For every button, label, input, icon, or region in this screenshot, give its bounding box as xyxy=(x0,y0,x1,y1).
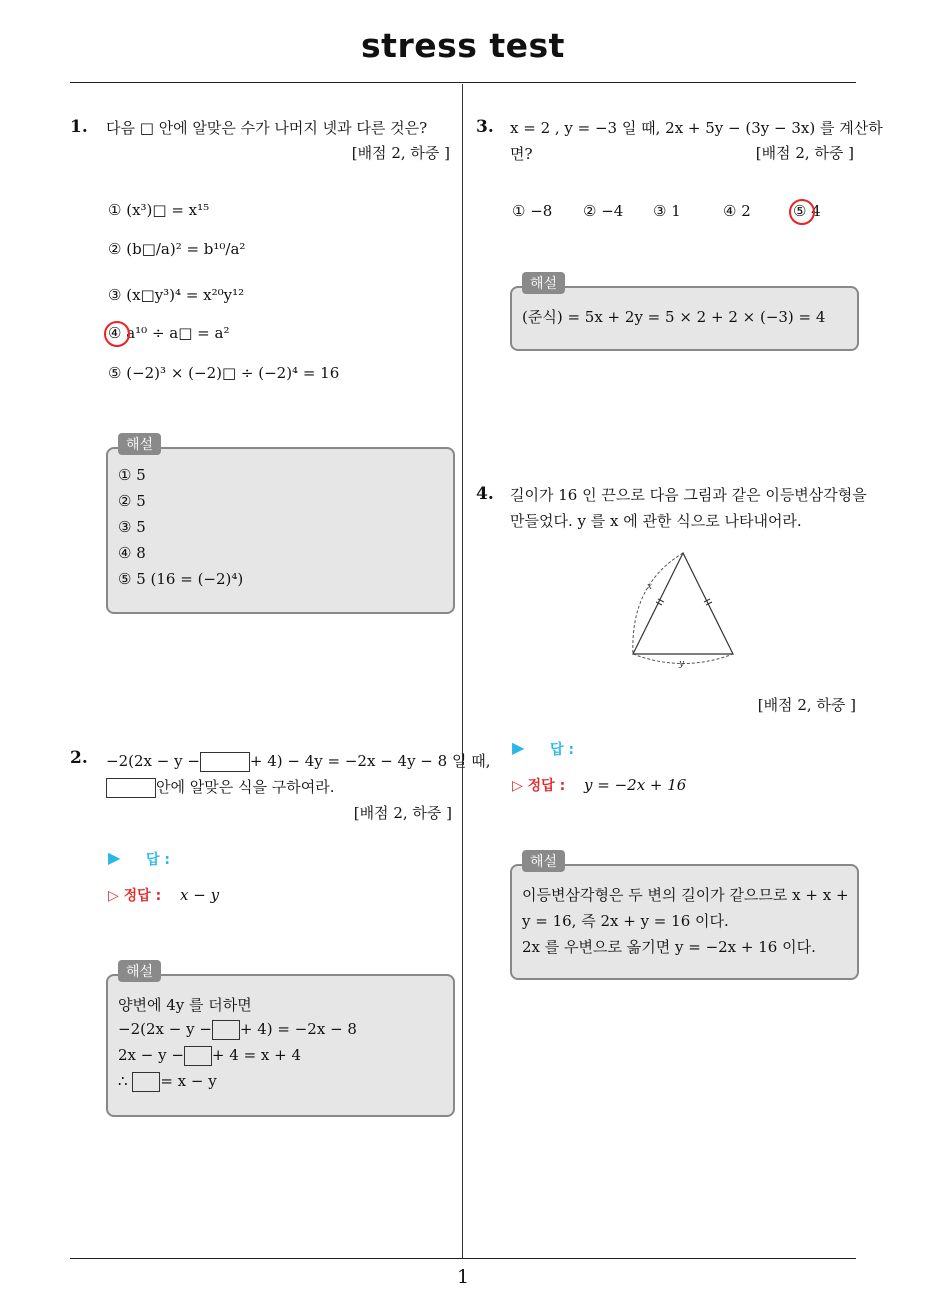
explanation-line: ④ 8 xyxy=(118,544,146,562)
question-number: 4. xyxy=(476,484,494,504)
option-4[interactable]: ④ a¹⁰ ÷ a□ = a² xyxy=(108,324,230,342)
option-2[interactable]: ② −4 xyxy=(583,202,624,220)
explanation-line: ① 5 xyxy=(118,466,146,484)
explanation-line: 2x − y − + 4 = x + 4 xyxy=(118,1046,302,1064)
correct-answer-value: x − y xyxy=(180,886,220,904)
question-text: −2(2x − y − + 4) − 4y = −2x − 4y − 8 일 때, xyxy=(106,752,491,770)
question-number: 3. xyxy=(476,117,494,137)
triangle-shape xyxy=(633,553,733,654)
selected-answer-mark xyxy=(104,321,130,347)
explanation-tag: 해설 xyxy=(522,272,565,294)
points-label: [배점 2, 하중 ] xyxy=(351,144,450,162)
figure-label-y: y xyxy=(679,659,685,669)
answer-label: 답 : xyxy=(146,852,170,868)
option-2[interactable]: ② (b□/a)² = b¹⁰/a² xyxy=(108,240,246,258)
option-1[interactable]: ① −8 xyxy=(512,202,553,220)
answer-blank xyxy=(184,1046,212,1066)
correct-answer-label: ▷ 정답 : xyxy=(512,778,566,794)
question-text: 길이가 16 인 끈으로 다음 그림과 같은 이등변삼각형을 xyxy=(510,486,867,504)
isosceles-triangle-figure xyxy=(620,545,750,670)
answer-label: 답 : xyxy=(550,742,574,758)
points-label: [배점 2, 하중 ] xyxy=(755,144,854,162)
answer-arrow-icon: ▶ xyxy=(512,738,525,757)
option-5[interactable]: ⑤ 4 xyxy=(793,202,821,220)
page-title: stress test xyxy=(361,26,565,65)
answer-blank xyxy=(200,752,250,772)
question-text: 면? xyxy=(510,145,533,163)
explanation-line: ③ 5 xyxy=(118,518,146,536)
option-4[interactable]: ④ 2 xyxy=(723,202,751,220)
correct-answer-label: ▷ 정답 : xyxy=(108,888,162,904)
bottom-rule xyxy=(70,1258,856,1259)
explanation-line: ∴ = x − y xyxy=(118,1072,217,1090)
answer-blank xyxy=(212,1020,240,1040)
answer-arrow-icon: ▶ xyxy=(108,848,121,867)
selected-answer-mark xyxy=(789,199,815,225)
points-label: [배점 2, 하중 ] xyxy=(353,804,452,822)
explanation-tag: 해설 xyxy=(118,960,161,982)
answer-blank xyxy=(106,778,156,798)
explanation-line: ② 5 xyxy=(118,492,146,510)
question-number: 1. xyxy=(70,117,88,137)
question-text: x = 2 , y = −3 일 때, 2x + 5y − (3y − 3x) 를 계산하 xyxy=(510,119,883,137)
question-number: 2. xyxy=(70,748,88,768)
option-1[interactable]: ① (x³)□ = x¹⁵ xyxy=(108,201,210,219)
correct-answer-value: y = −2x + 16 xyxy=(584,776,687,794)
explanation-line: −2(2x − y − + 4) = −2x − 8 xyxy=(118,1020,357,1038)
explanation-line: (준식) = 5x + 2y = 5 × 2 + 2 × (−3) = 4 xyxy=(522,308,826,326)
points-label: [배점 2, 하중 ] xyxy=(757,696,856,714)
column-divider xyxy=(462,84,463,1259)
explanation-tag: 해설 xyxy=(118,433,161,455)
option-3[interactable]: ③ (x□y³)⁴ = x²⁰y¹² xyxy=(108,286,245,304)
explanation-tag: 해설 xyxy=(522,850,565,872)
explanation-line: ⑤ 5 (16 = (−2)⁴) xyxy=(118,570,244,588)
option-5[interactable]: ⑤ (−2)³ × (−2)□ ÷ (−2)⁴ = 16 xyxy=(108,364,340,382)
explanation-line: y = 16, 즉 2x + y = 16 이다. xyxy=(522,912,729,930)
question-text: 다음 □ 안에 알맞은 수가 나머지 넷과 다른 것은? xyxy=(106,119,428,137)
figure-label-x: x xyxy=(647,582,653,592)
top-rule xyxy=(70,82,856,83)
question-text: 만들었다. y 를 x 에 관한 식으로 나타내어라. xyxy=(510,512,802,530)
explanation-line: 2x 를 우변으로 옮기면 y = −2x + 16 이다. xyxy=(522,938,816,956)
answer-blank xyxy=(132,1072,160,1092)
page-number: 1 xyxy=(456,1266,470,1288)
explanation-line: 이등변삼각형은 두 변의 길이가 같으므로 x + x + xyxy=(522,886,849,904)
question-text: 안에 알맞은 식을 구하여라. xyxy=(106,774,334,800)
explanation-line: 양변에 4y 를 더하면 xyxy=(118,996,252,1014)
option-3[interactable]: ③ 1 xyxy=(653,202,681,220)
explanation-box xyxy=(106,447,455,614)
